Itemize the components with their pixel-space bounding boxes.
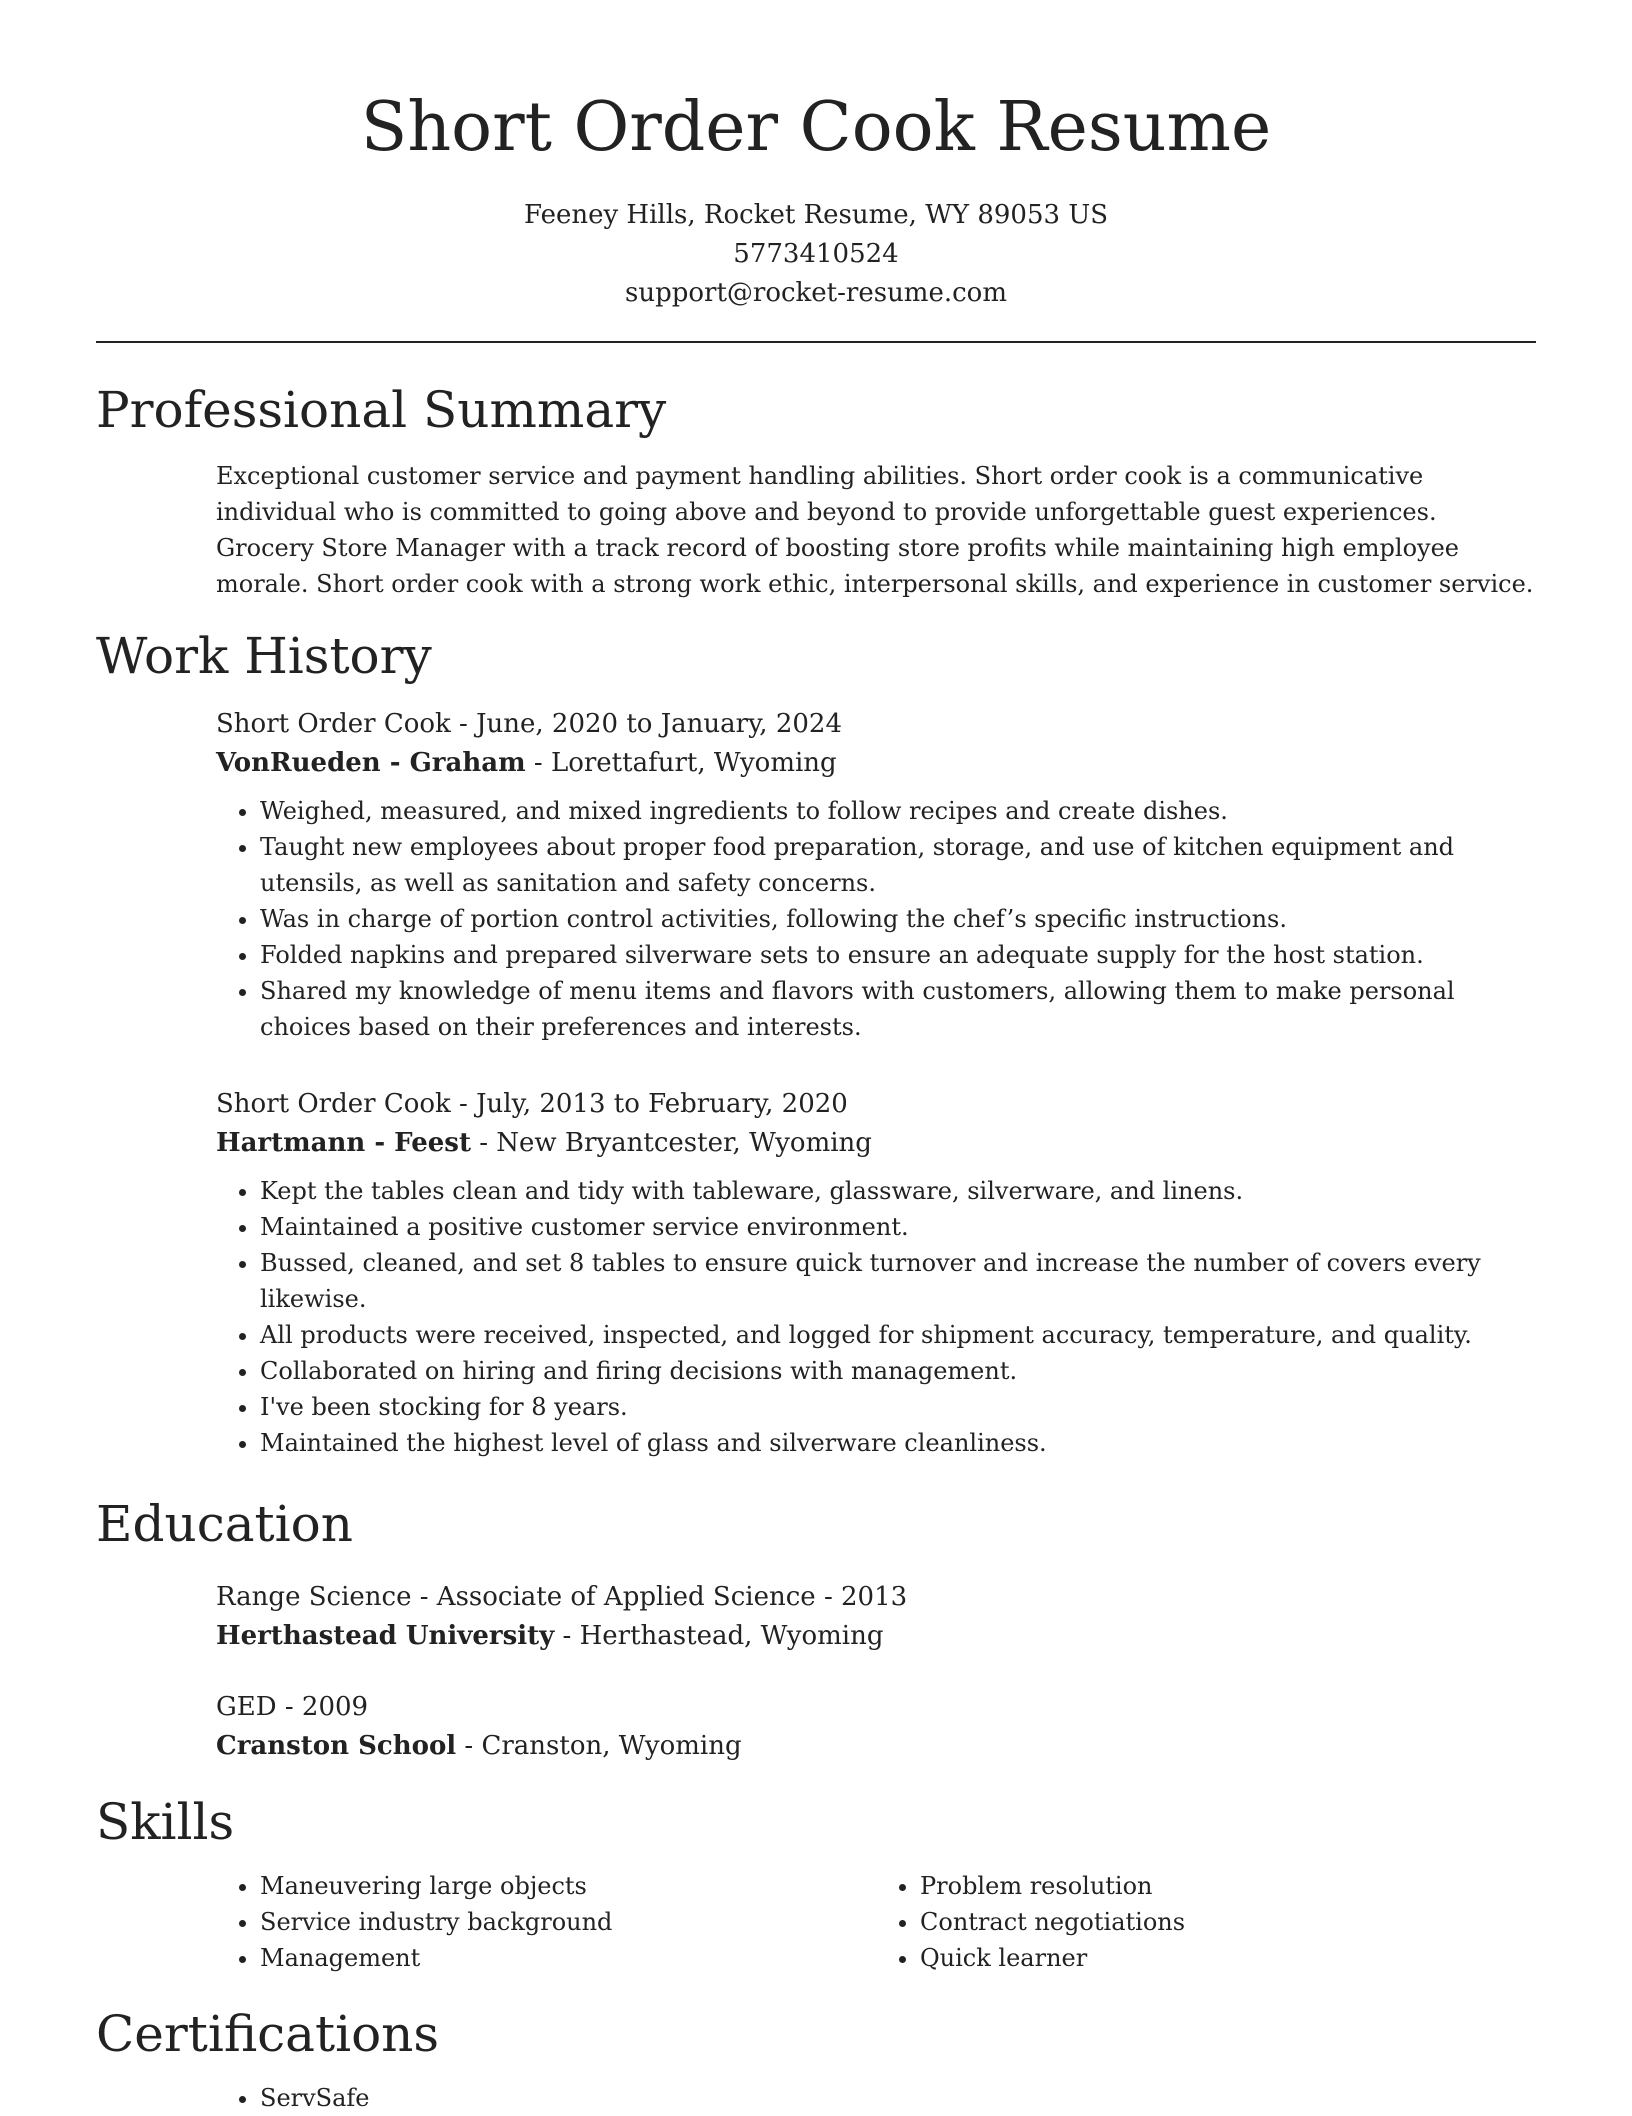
job-location: - Lorettafurt, Wyoming — [525, 748, 837, 778]
job-dates: - June, 2020 to January, 2024 — [450, 709, 842, 739]
list-item: • ServSafe — [260, 2080, 1536, 2116]
list-item: • Bussed, cleaned, and set 8 tables to ensure quick turnover and increase the number of covers every likewise. — [260, 1245, 1536, 1317]
job-dates: - July, 2013 to February, 2020 — [450, 1089, 848, 1119]
skills-heading: Skills — [96, 1793, 235, 1851]
header-divider — [96, 341, 1536, 343]
list-item: • Contract negotiations — [920, 1904, 1536, 1940]
education-entry — [216, 1688, 1536, 1766]
phone: 5773410524 — [733, 239, 899, 269]
resume-title: Short Order Cook Resume — [360, 88, 1272, 167]
list-item: • Folded napkins and prepared silverware sets to ensure an adequate supply for the host station. — [260, 937, 1536, 973]
skills-column-left — [216, 1868, 876, 1976]
skills-grid — [216, 1868, 1536, 1976]
contact-info — [0, 196, 1632, 313]
list-item: • All products were received, inspected, and logged for shipment accuracy, temperature, and quality. — [260, 1317, 1536, 1353]
email: support@rocket-resume.com — [624, 278, 1007, 308]
school-line — [216, 1617, 1536, 1656]
degree-line: GED - 2009 — [216, 1692, 369, 1722]
school-location: - Cranston, Wyoming — [456, 1731, 742, 1761]
list-item: • Taught new employees about proper food preparation, storage, and use of kitchen equipment and utensils, as well as sanitation and safety concerns. — [260, 829, 1536, 901]
certifications-block — [216, 2080, 1536, 2116]
list-item: • Quick learner — [920, 1940, 1536, 1976]
job-title: Short Order Cook — [216, 1089, 451, 1119]
list-item: • I've been stocking for 8 years. — [260, 1389, 1536, 1425]
summary-heading: Professional Summary — [96, 381, 667, 439]
certifications-list — [216, 2080, 1536, 2116]
list-item: • Maneuvering large objects — [260, 1868, 876, 1904]
job-company-line — [216, 1124, 1536, 1163]
summary-text: Exceptional customer service and payment handling abilities. Short order cook is a communicative individual who is committed to going above and beyond to provide unforgettable guest experiences. Grocery Store Manager with a track record of boosting store profits while maintaining high employee morale. Short order cook with a strong work ethic, interpersonal skills, and experience in customer service. — [216, 462, 1534, 598]
skills-column-right — [876, 1868, 1536, 1976]
job-location: - New Bryantcester, Wyoming — [470, 1128, 872, 1158]
job-duties — [216, 793, 1536, 1045]
job-title-line — [216, 705, 1536, 744]
work-history-heading: Work History — [96, 627, 432, 685]
summary-block — [216, 458, 1536, 602]
job-company-line — [216, 744, 1536, 783]
school-location: - Herthastead, Wyoming — [554, 1621, 884, 1651]
list-item: • Problem resolution — [920, 1868, 1536, 1904]
list-item: • Service industry background — [260, 1904, 876, 1940]
list-item: • Collaborated on hiring and firing decisions with management. — [260, 1353, 1536, 1389]
list-item: • Shared my knowledge of menu items and flavors with customers, allowing them to make personal choices based on their preferences and interests. — [260, 973, 1536, 1045]
job-company: VonRueden - Graham — [216, 748, 526, 778]
list-item: • Kept the tables clean and tidy with tableware, glassware, silverware, and linens. — [260, 1173, 1536, 1209]
certifications-heading: Certifications — [96, 2005, 440, 2063]
list-item: • Maintained a positive customer service environment. — [260, 1209, 1536, 1245]
job-company: Hartmann - Feest — [216, 1128, 471, 1158]
school-name: Herthastead University — [216, 1621, 555, 1651]
list-item: • Maintained the highest level of glass and silverware cleanliness. — [260, 1425, 1536, 1461]
degree-line: Range Science - Associate of Applied Science - 2013 — [216, 1582, 908, 1612]
job-entry — [216, 1085, 1536, 1461]
school-name: Cranston School — [216, 1731, 457, 1761]
job-entry — [216, 705, 1536, 1045]
list-item: • Was in charge of portion control activities, following the chef’s specific instructions. — [260, 901, 1536, 937]
list-item: • Management — [260, 1940, 876, 1976]
education-heading: Education — [96, 1495, 353, 1553]
school-line — [216, 1727, 1536, 1766]
address: Feeney Hills, Rocket Resume, WY 89053 US — [523, 200, 1109, 230]
skills-block — [216, 1868, 1536, 1976]
education-entry — [216, 1578, 1536, 1656]
job-title-line — [216, 1085, 1536, 1124]
job-duties — [216, 1173, 1536, 1461]
list-item: • Weighed, measured, and mixed ingredients to follow recipes and create dishes. — [260, 793, 1536, 829]
resume-header — [0, 0, 1632, 313]
job-title: Short Order Cook — [216, 709, 451, 739]
